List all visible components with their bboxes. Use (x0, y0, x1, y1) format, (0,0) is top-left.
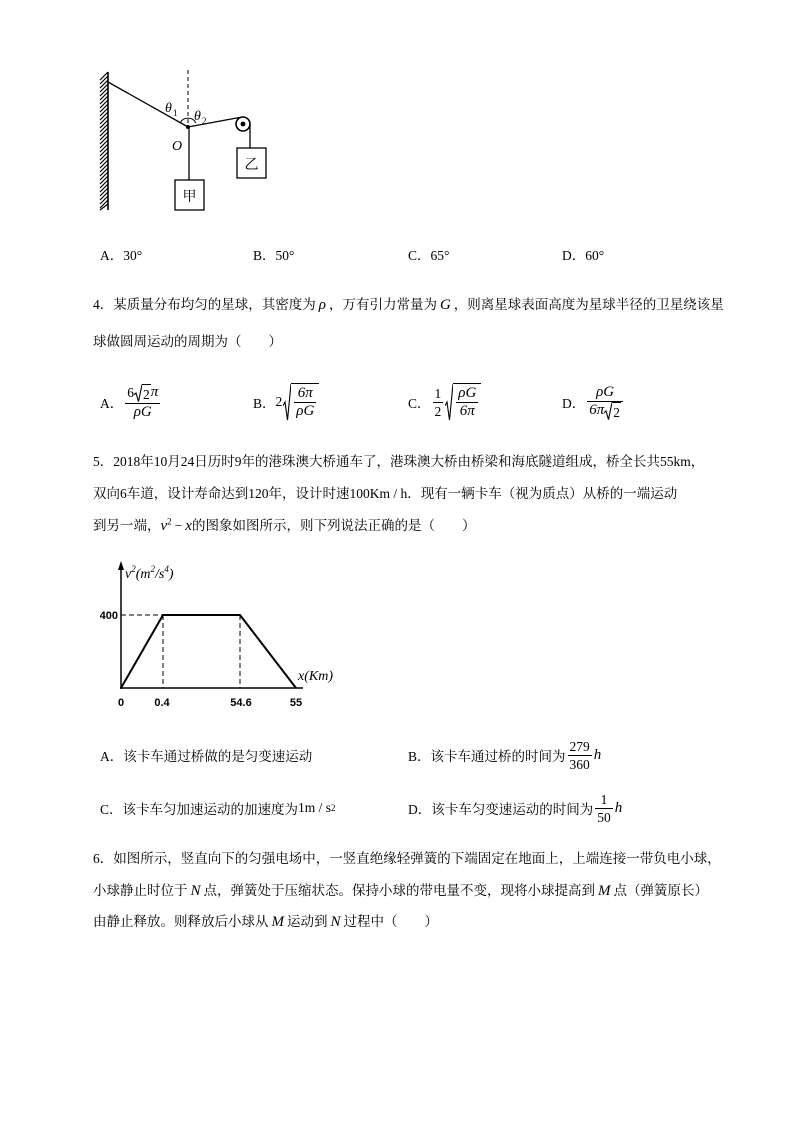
q3-option-a (100, 247, 142, 265)
coefficient: 2 (275, 394, 283, 409)
pi-symbol: π (150, 383, 159, 400)
fraction-numerator: 1 (434, 385, 442, 401)
option-label: C． (100, 802, 123, 817)
ylabel-unit-sup2: 4 (164, 564, 169, 574)
rope-wall-to-o (108, 82, 188, 127)
fraction-denominator: ρG (133, 403, 152, 420)
fraction-numerator: 6π (294, 385, 316, 403)
q3-option-c (408, 247, 449, 265)
q4-text: ，则离星球表面高度为星球半径的卫星绕该星 (453, 297, 724, 312)
q6-text: 点，弹簧处于压缩状态。保持小球的带电量不变，现将小球提高到 (203, 883, 596, 898)
q4-option-a (100, 380, 162, 424)
fraction-numerator: ρG (458, 385, 477, 401)
pulley-diagram (90, 60, 290, 220)
radical-sign-icon (445, 383, 453, 421)
q5-option-d (408, 788, 622, 828)
point-n-symbol: N (190, 883, 201, 899)
option-label: D． (562, 396, 586, 411)
v2-x-graph (100, 555, 340, 715)
q5-option-b (408, 735, 601, 775)
q5-text: 双向6车道，设计寿命达到120年，设计时速100Km / h．现有一辆卡车（视为质点）从桥的一端运动 (93, 486, 678, 501)
fraction (595, 791, 613, 826)
radical (134, 384, 151, 403)
ylabel-base-sup: 2 (131, 564, 136, 574)
question-number: 5． (93, 454, 114, 469)
q5-line-3 (93, 517, 475, 535)
ylabel-unit-open: (m (135, 567, 151, 582)
option-label: C． (408, 248, 431, 263)
x-axis-label: x(Km) (298, 669, 333, 684)
point-m-symbol: M (271, 914, 284, 930)
q5-text: 2018年10月24日历时9年的港珠澳大桥通车了，港珠澳大桥由桥梁和海底隧道组成，桥全长共55km， (113, 454, 705, 469)
option-label: B． (253, 396, 276, 411)
q3-option-b (253, 247, 294, 265)
coefficient: 6π (589, 401, 605, 418)
y-axis-label (125, 564, 174, 582)
q4-text: 某质量分布均匀的星球，其密度为 (113, 297, 316, 312)
point-n-symbol: N (330, 914, 341, 930)
fraction-denominator: ρG (296, 403, 315, 419)
y-axis-arrow-icon (118, 561, 124, 570)
q4-text: 球做圆周运动的周期为（ ） (93, 334, 282, 349)
v-superscript: 2 (167, 516, 172, 527)
option-label: A． (100, 248, 124, 263)
fraction (587, 384, 623, 421)
q5-line-1 (93, 453, 704, 471)
q4-line-1 (93, 296, 724, 314)
fraction (568, 738, 592, 773)
coefficient: 6 (127, 384, 134, 400)
option-text: 该卡车通过桥做的是匀变速运动 (123, 749, 313, 764)
radical-sign-icon (134, 384, 142, 402)
option-text: 该卡车匀加速运动的加速度为 (122, 802, 299, 817)
x-tick-55: 55 (289, 697, 303, 709)
option-label: B． (408, 749, 431, 764)
ylabel-unit-close: ) (168, 567, 174, 582)
theta2-label: θ (194, 109, 201, 124)
ylabel-unit-sup1: 2 (150, 564, 155, 574)
q5-text: 的图象如图所示，则下列说法正确的是（ ） (191, 518, 476, 533)
q4-text: ，万有引力常量为 (328, 297, 437, 312)
x-tick-0.4: 0.4 (154, 697, 170, 709)
x-tick-54.6: 54.6 (230, 697, 252, 709)
q5-option-c: C． 该卡车匀加速运动的加速度为 1m / s 2 (100, 800, 336, 817)
v-symbol: v (160, 518, 168, 534)
fraction-numerator: ρG (587, 384, 623, 402)
x-symbol: x (185, 518, 192, 534)
option-label: D． (562, 248, 586, 263)
q3-option-d (562, 247, 604, 265)
theta2-subscript: 2 (202, 116, 207, 126)
fraction (294, 385, 316, 420)
option-value: 30° (123, 248, 143, 263)
option-value: 60° (585, 248, 605, 263)
q4-option-b (253, 380, 319, 424)
wall (100, 72, 108, 210)
q5-option-a (100, 735, 312, 775)
minus-sign: − (174, 518, 183, 533)
fraction-numerator (125, 384, 160, 404)
q4-option-d (562, 380, 625, 424)
ylabel-base: v (125, 567, 132, 582)
radicand (453, 383, 481, 420)
option-value: 50° (275, 248, 295, 263)
theta1-label: θ (165, 101, 172, 116)
q6-text: 如图所示，竖直向下的匀强电场中，一竖直绝缘轻弹簧的下端固定在地面上，上端连接一带负电小球， (113, 851, 721, 866)
point-o-label: O (172, 139, 183, 154)
box-yi-label: 乙 (244, 158, 259, 173)
option-label: D． (408, 802, 432, 817)
fraction-numerator: 1 (595, 791, 613, 809)
ylabel-unit-mid: /s (155, 567, 165, 582)
q4-line-2 (93, 333, 282, 351)
pulley-axle (241, 122, 246, 127)
fraction (433, 385, 444, 420)
q6-text: 小球静止时位于 (93, 883, 188, 898)
box-jia-label: 甲 (182, 190, 197, 205)
unit-hour: h (614, 799, 623, 816)
v2-x-curve (121, 615, 296, 688)
radicand: 2 (142, 384, 151, 403)
q5-text: 到另一端， (93, 518, 161, 533)
radical (445, 383, 481, 421)
fraction (456, 385, 478, 420)
option-label: C． (408, 396, 431, 411)
option-label: A． (100, 396, 124, 411)
q6-text: 点（弹簧原长） (613, 883, 709, 898)
question-number: 6． (93, 851, 114, 866)
radical-sign-icon (604, 402, 612, 420)
fraction-denominator: 6π (459, 403, 475, 419)
acceleration-value: 1m / s (298, 800, 332, 815)
q6-text: 运动到 (287, 914, 328, 929)
q6-line-2 (93, 882, 708, 900)
fraction-denominator: 360 (569, 756, 590, 772)
radicand (291, 383, 319, 420)
radical (283, 383, 319, 421)
q4-option-c (408, 380, 481, 424)
option-label: A． (100, 749, 124, 764)
option-text: 该卡车通过桥的时间为 (430, 749, 566, 764)
x-tick-0: 0 (117, 697, 125, 709)
theta1-subscript: 1 (173, 108, 178, 118)
radical (604, 402, 621, 421)
q6-line-1 (93, 850, 721, 868)
option-value: 65° (430, 248, 450, 263)
fraction-denominator: 2 (434, 403, 442, 419)
radical-sign-icon (283, 383, 291, 421)
q6-text: 过程中（ ） (343, 914, 439, 929)
fraction (125, 384, 160, 421)
fraction-denominator: 50 (597, 809, 611, 825)
option-text: 该卡车匀变速运动的时间为 (431, 802, 594, 817)
point-m-symbol: M (598, 883, 611, 899)
fraction-numerator: 279 (569, 738, 590, 754)
q6-line-3 (93, 913, 438, 931)
fraction-denominator (587, 402, 623, 421)
question-number: 4． (93, 297, 114, 312)
g-symbol: G (439, 297, 451, 313)
rho-symbol: ρ (318, 297, 326, 313)
q5-line-2 (93, 485, 677, 503)
q6-text: 由静止释放。则释放后小球从 (93, 914, 269, 929)
radicand: 2 (612, 402, 621, 421)
unit-hour: h (593, 746, 602, 763)
y-tick-400: 400 (100, 610, 118, 622)
option-label: B． (253, 248, 276, 263)
